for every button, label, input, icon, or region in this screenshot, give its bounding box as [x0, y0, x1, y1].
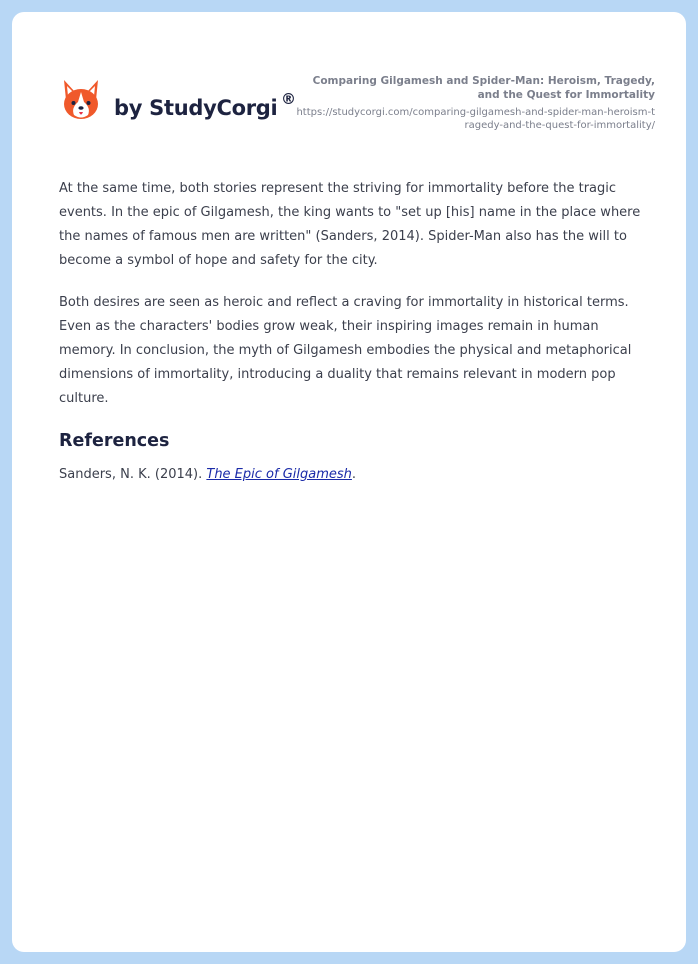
references-heading: References	[59, 431, 170, 451]
document-meta	[295, 74, 655, 132]
page-header	[59, 76, 655, 146]
reference-suffix: .	[351, 467, 357, 482]
document-page	[12, 12, 686, 952]
registered-mark: ®	[281, 90, 296, 108]
reference-author: Sanders, N. K. (2014).	[59, 467, 207, 482]
document-body	[59, 177, 655, 487]
studycorgi-logo[interactable]	[59, 76, 299, 136]
document-title: Comparing Gilgamesh and Spider-Man: Heroism, Tragedy, and the Quest for Immortality	[312, 75, 655, 101]
body-paragraph: At the same time, both stories represent the striving for immortality before the tragic events. In the epic of Gilgamesh, the king wants to "set up [his] name in the place where the names of famous men are written" (Sanders, 2014). Spider-Man also has the will to become a symbol of hope and safety for the city.	[59, 181, 641, 268]
corgi-icon	[61, 78, 101, 122]
brand-name: by StudyCorgi	[114, 96, 278, 120]
reference-title-link[interactable]: The Epic of Gilgamesh	[206, 467, 352, 482]
body-paragraph: Both desires are seen as heroic and reflect a craving for immortality in historical terms. Even as the characters' bodies grow weak, their inspiring images remain in human memory. In conclusion, the myth of Gilgamesh embodies the physical and metaphorical dimensions of immortality, introducing a duality that remains relevant in modern pop culture.	[59, 295, 632, 406]
document-url[interactable]: https://studycorgi.com/comparing-gilgamesh-and-spider-man-heroism-tragedy-and-the-quest-for-immortality/	[296, 107, 655, 131]
reference-item	[59, 463, 655, 487]
